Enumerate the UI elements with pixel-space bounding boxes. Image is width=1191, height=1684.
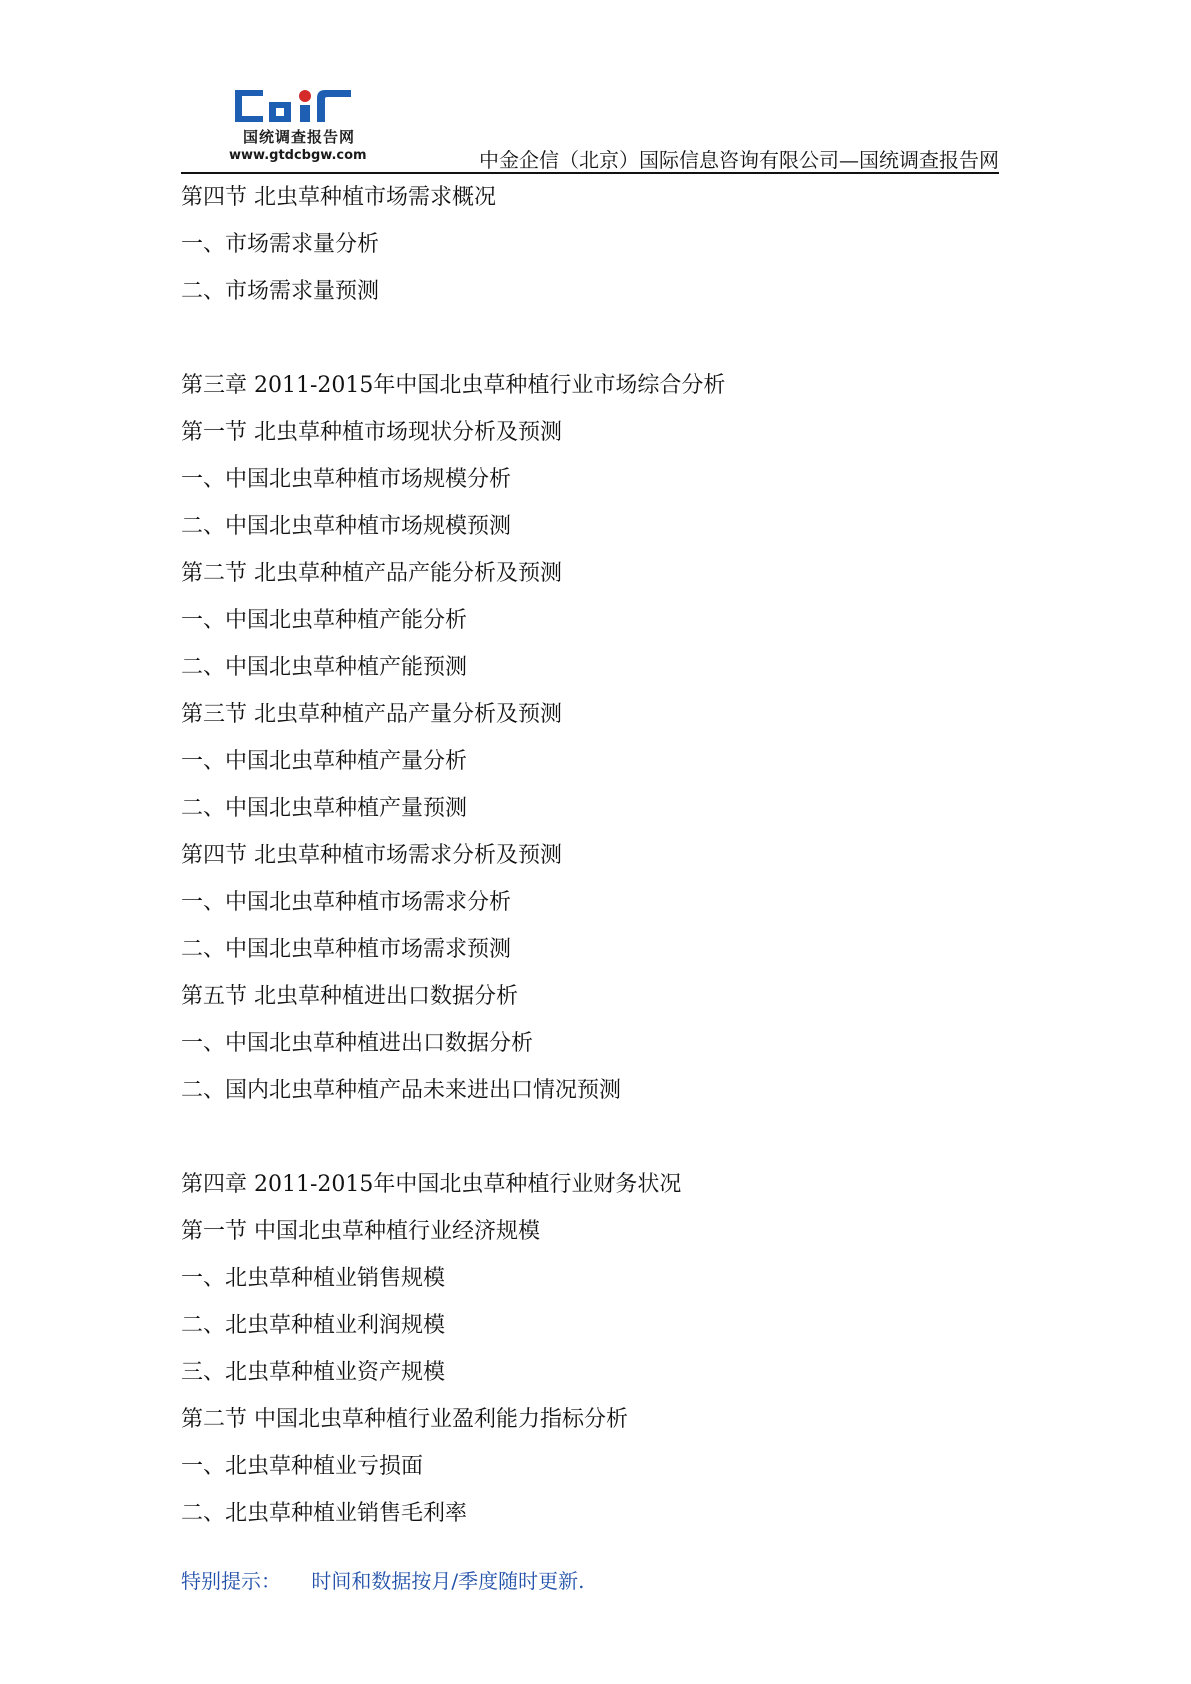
toc-item: 一、北虫草种植业销售规模 (181, 1266, 446, 1291)
logo-text: 国统调查报告网 (243, 128, 356, 146)
toc-section: 第二节 中国北虫草种植行业盈利能力指标分析 (181, 1407, 628, 1432)
toc-item: 一、中国北虫草种植市场规模分析 (181, 467, 512, 492)
toc-section: 第五节 北虫草种植进出口数据分析 (181, 984, 518, 1009)
logo-url: www.gtdcbgw.com (229, 148, 367, 163)
toc-item: 二、北虫草种植业利润规模 (181, 1313, 446, 1338)
note-text: 时间和数据按月/季度随时更新. (311, 1569, 585, 1593)
toc-item: 二、中国北虫草种植市场需求预测 (181, 937, 512, 962)
toc-item: 二、中国北虫草种植产量预测 (181, 796, 468, 821)
toc-section: 第一节 中国北虫草种植行业经济规模 (181, 1219, 540, 1244)
toc-section: 第三节 北虫草种植产品产量分析及预测 (181, 702, 562, 727)
toc-item: 一、中国北虫草种植进出口数据分析 (181, 1031, 534, 1056)
header-divider (181, 172, 999, 174)
toc-item: 二、中国北虫草种植市场规模预测 (181, 514, 512, 539)
toc-section: 第四节 北虫草种植市场需求概况 (181, 185, 496, 210)
toc-spacer (181, 1120, 725, 1167)
toc-item: 一、中国北虫草种植产能分析 (181, 608, 468, 633)
toc-item: 二、北虫草种植业销售毛利率 (181, 1501, 468, 1526)
toc-section: 第二节 北虫草种植产品产能分析及预测 (181, 561, 562, 586)
note-label: 特别提示： (181, 1569, 281, 1593)
toc-item: 一、北虫草种植业亏损面 (181, 1454, 424, 1479)
company-logo (203, 86, 375, 166)
toc-section: 第一节 北虫草种植市场现状分析及预测 (181, 420, 562, 445)
company-name: 中金企信（北京）国际信息咨询有限公司—国统调查报告网 (479, 148, 999, 172)
toc-chapter: 第四章 2011-2015年中国北虫草种植行业财务状况 (181, 1172, 682, 1197)
toc-chapter: 第三章 2011-2015年中国北虫草种植行业市场综合分析 (181, 373, 726, 398)
table-of-contents (181, 180, 725, 1543)
toc-section: 第四节 北虫草种植市场需求分析及预测 (181, 843, 562, 868)
toc-item: 一、中国北虫草种植市场需求分析 (181, 890, 512, 915)
page-header (181, 80, 999, 174)
toc-item: 三、北虫草种植业资产规模 (181, 1360, 446, 1385)
toc-item: 二、中国北虫草种植产能预测 (181, 655, 468, 680)
toc-item: 一、市场需求量分析 (181, 232, 380, 257)
toc-item: 一、中国北虫草种植产量分析 (181, 749, 468, 774)
special-note (181, 1565, 584, 1594)
gir-logo-mark (233, 86, 355, 126)
toc-spacer (181, 321, 725, 368)
toc-item: 二、国内北虫草种植产品未来进出口情况预测 (181, 1078, 622, 1103)
toc-item: 二、市场需求量预测 (181, 279, 380, 304)
